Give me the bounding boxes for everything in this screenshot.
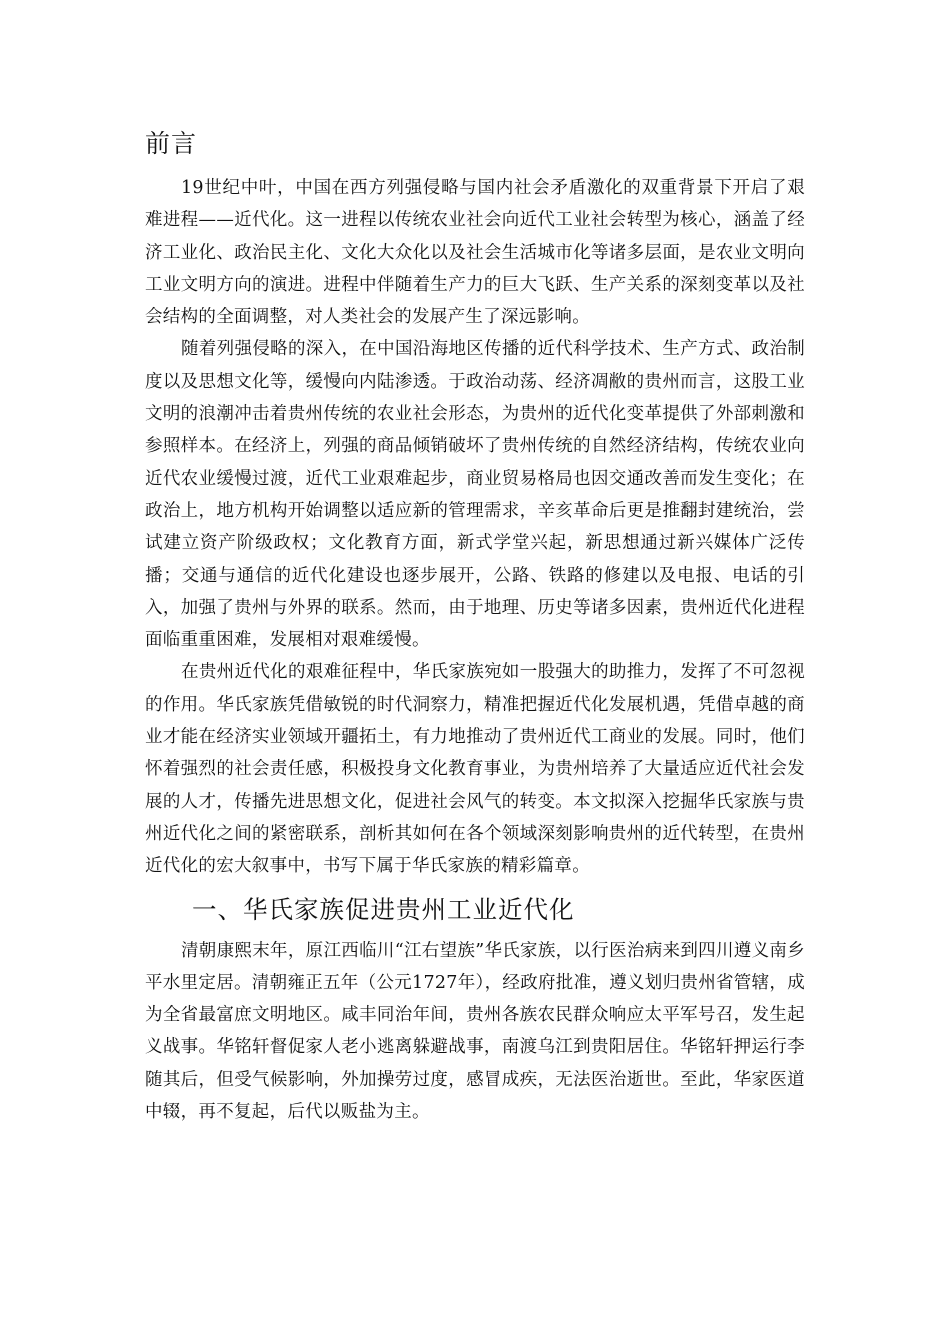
section-1-heading: 一、华氏家族促进贵州工业近代化 <box>192 894 575 924</box>
preface-heading: 前言 <box>145 129 198 158</box>
preface-paragraph-1: 19世纪中叶，中国在西方列强侵略与国内社会矛盾激化的双重背景下开启了艰难进程——近代化。这一进程以传统农业社会向近代工业社会转型为核心，涵盖了经济工业化、政治民主化、文化大众化以及社会生活城市化等诸多层面，是农业文明向工业文明方向的演进。进程中伴随着生产力的巨大飞跃、生产关系的深刻变革以及社会结构的全面调整，对人类社会的发展产生了深远影响。 <box>145 178 805 328</box>
preface-paragraph-2: 随着列强侵略的深入，在中国沿海地区传播的近代科学技术、生产方式、政治制度以及思想文化等，缓慢向内陆渗透。于政治动荡、经济凋敝的贵州而言，这股工业文明的浪潮冲击着贵州传统的农业社会形态，为贵州的近代化变革提供了外部刺激和参照样本。在经济上，列强的商品倾销破坏了贵州传统的自然经济结构，传统农业向近代农业缓慢过渡，近代工业艰难起步，商业贸易格局也因交通改善而发生变化；在政治上，地方机构开始调整以适应新的管理需求，辛亥革命后更是推翻封建统治，尝试建立资产阶级政权；文化教育方面，新式学堂兴起，新思想通过新兴媒体广泛传播；交通与通信的近代化建设也逐步展开，公路、铁路的修建以及电报、电话的引入，加强了贵州与外界的联系。然而，由于地理、历史等诸多因素，贵州近代化进程面临重重困难，发展相对艰难缓慢。 <box>145 339 805 651</box>
preface-paragraph-3: 在贵州近代化的艰难征程中，华氏家族宛如一股强大的助推力，发挥了不可忽视的作用。华氏家族凭借敏锐的时代洞察力，精准把握近代化发展机遇，凭借卓越的商业才能在经济实业领域开疆拓土，有力地推动了贵州近代工商业的发展。同时，他们怀着强烈的社会责任感，积极投身文化教育事业，为贵州培养了大量适应近代社会发展的人才，传播先进思想文化，促进社会风气的转变。本文拟深入挖掘华氏家族与贵州近代化之间的紧密联系，剖析其如何在各个领域深刻影响贵州的近代转型，在贵州近代化的宏大叙事中，书写下属于华氏家族的精彩篇章。 <box>145 662 805 877</box>
document-page <box>145 128 805 1128</box>
section-1-paragraph-1: 清朝康熙末年，原江西临川“江右望族”华氏家族，以行医治病来到四川遵义南乡平水里定居。清朝雍正五年（公元1727年），经政府批准，遵义划归贵州省管辖，成为全省最富庶文明地区。咸丰同治年间，贵州各族农民群众响应太平军号召，发生起义战事。华铭轩督促家人老小逃离躲避战事，南渡乌江到贵阳居住。华铭轩押运行李随其后，但受气候影响，外加操劳过度，感冒成疾，无法医治逝世。至此，华家医道中辍，再不复起，后代以贩盐为主。 <box>145 940 805 1123</box>
